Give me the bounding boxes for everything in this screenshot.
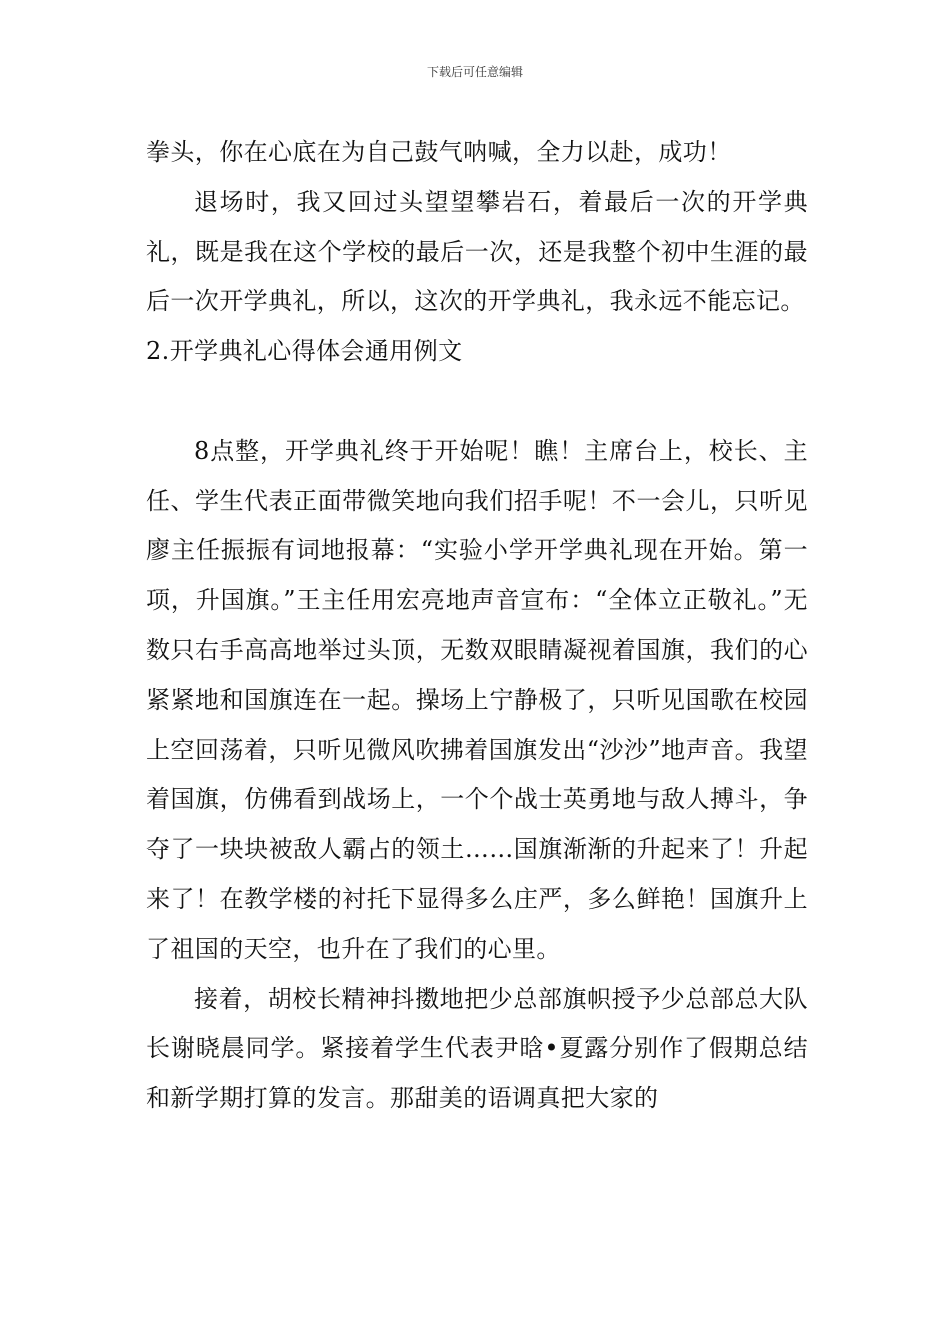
page-header: 下载后可任意编辑 xyxy=(426,65,523,79)
document-body xyxy=(146,128,808,1124)
blank-line xyxy=(146,377,808,427)
paragraph-ceremony: 8点整，开学典礼终于开始呢！瞧！主席台上，校长、主任、学生代表正面带微笑地向我们招手呢！不一会儿，只听见廖主任振振有词地报幕：“实验小学开学典礼现在开始。第一项，升国旗。”王主任用宏亮地声音宣布：“全体立正敬礼。”无数只右手高高地举过头顶，无数双眼睛凝视着国旗，我们的心紧紧地和国旗连在一起。操场上宁静极了，只听见国歌在校园上空回荡着，只听见微风吹拂着国旗发出“沙沙”地声音。我望着国旗，仿佛看到战场上，一个个战士英勇地与敌人搏斗，争夺了一块块被敌人霸占的领土……国旗渐渐的升起来了！升起来了！在教学楼的衬托下显得多么庄严，多么鲜艳！国旗升上了祖国的天空，也升在了我们的心里。 xyxy=(146,436,808,963)
section-heading: 2.开学典礼心得体会通用例文 xyxy=(146,337,463,366)
paragraph-continuation: 拳头，你在心底在为自己鼓气呐喊，全力以赴，成功！ xyxy=(146,138,732,166)
paragraph-next: 接着，胡校长精神抖擞地把少总部旗帜授予少总部总大队长谢晓晨同学。紧接着学生代表尹晗•夏露分别作了假期总结和新学期打算的发言。那甜美的语调真把大家的 xyxy=(146,984,808,1113)
paragraph-exit: 退场时，我又回过头望望攀岩石，着最后一次的开学典礼，既是我在这个学校的最后一次，还是我整个初中生涯的最后一次开学典礼，所以，这次的开学典礼，我永远不能忘记。 xyxy=(146,187,808,316)
